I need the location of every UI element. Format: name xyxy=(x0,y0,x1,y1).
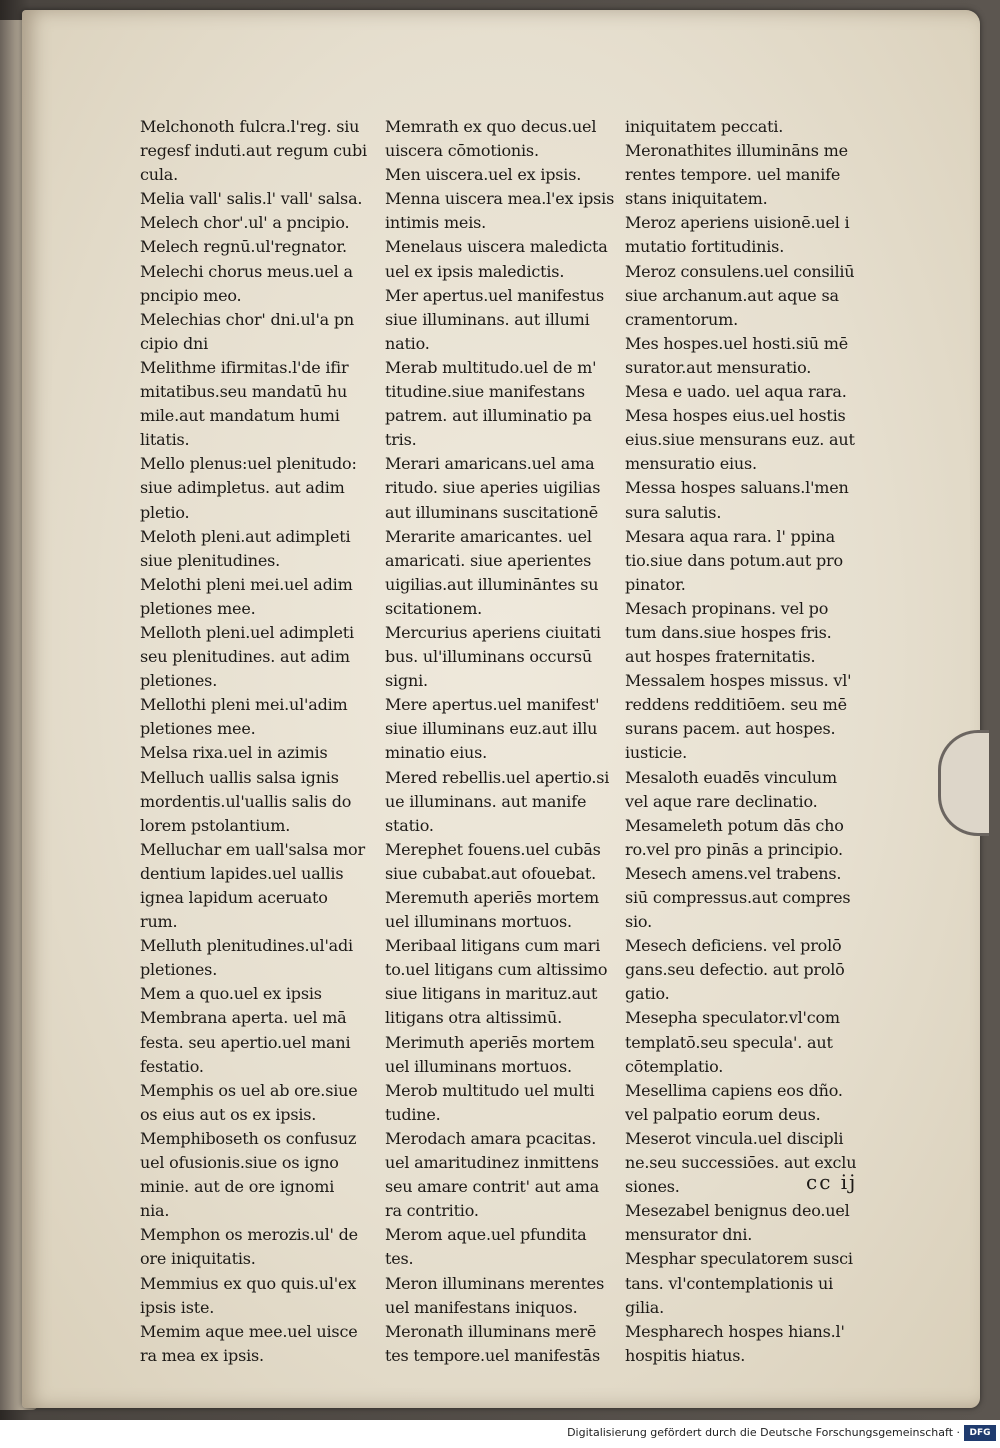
text-line: reddens redditiōem. seu mē xyxy=(625,695,847,715)
text-line: signi. xyxy=(385,671,428,691)
text-line: Mer apertus.uel manifestus xyxy=(385,285,604,305)
text-line: aut hospes fraternitatis. xyxy=(625,647,816,667)
text-line: Melsa rixa.uel in azimis xyxy=(140,743,328,763)
text-line: gans.seu defectio. aut prolō xyxy=(625,960,845,980)
text-line: hospitis hiatus. xyxy=(625,1345,746,1365)
text-line: sura salutis. xyxy=(625,502,722,522)
text-line: ra contritio. xyxy=(385,1201,479,1221)
text-line: Mercurius aperiens ciuitati xyxy=(385,622,601,642)
text-line: Mem a quo.uel ex ipsis xyxy=(140,984,322,1004)
text-line: natio. xyxy=(385,333,430,353)
text-line: Memrath ex quo decus.uel xyxy=(385,117,597,136)
text-line: Menna uiscera mea.l'ex ipsis xyxy=(385,189,615,209)
text-line: surator.aut mensuratio. xyxy=(625,357,812,377)
text-line: mile.aut mandatum humi xyxy=(140,406,340,426)
text-line: Melluth plenitudines.ul'adi xyxy=(140,936,353,956)
text-line: siue adimpletus. aut adim xyxy=(140,478,345,498)
text-line: Mesaloth euadēs vinculum xyxy=(625,767,838,787)
text-column-middle xyxy=(385,115,625,1368)
text-line: Merari amaricans.uel ama xyxy=(385,454,595,474)
text-line: intimis meis. xyxy=(385,213,487,233)
text-line: Merodach amara pcacitas. xyxy=(385,1128,597,1148)
text-line: Memmius ex quo quis.ul'ex xyxy=(140,1273,357,1293)
text-line: Mesphar speculatorem susci xyxy=(625,1249,853,1269)
text-line: Mellothi pleni mei.ul'adim xyxy=(140,695,348,715)
text-line: Melechias chor' dni.ul'a pn xyxy=(140,309,355,329)
text-line: Melia vall' salis.l' vall' salsa. xyxy=(140,189,363,209)
text-line: Memim aque mee.uel uisce xyxy=(140,1321,358,1341)
text-line: Memphis os uel ab ore.siue xyxy=(140,1080,358,1100)
text-line: Melech regnū.ul'regnator. xyxy=(140,237,347,257)
text-line: pletiones. xyxy=(140,671,218,691)
text-line: titudine.siue manifestans xyxy=(385,382,585,402)
text-line: tris. xyxy=(385,430,417,450)
text-line: Men uiscera.uel ex ipsis. xyxy=(385,165,582,185)
digitization-footer xyxy=(0,1420,1000,1448)
text-line: siue illuminans euz.aut illu xyxy=(385,719,598,739)
text-line: surans pacem. aut hospes. xyxy=(625,719,836,739)
text-line: Meronathites illumināns me xyxy=(625,141,848,161)
text-line: scitationem. xyxy=(385,598,483,618)
text-line: tio.siue dans potum.aut pro xyxy=(625,550,843,570)
text-line: templatō.seu specula'. aut xyxy=(625,1032,833,1052)
text-line: Menelaus uiscera maledicta xyxy=(385,237,608,257)
text-line: Merom aque.uel pfundita xyxy=(385,1225,587,1245)
text-line: Mello plenus:uel plenitudo: xyxy=(140,454,357,474)
text-line: uel illuminans mortuos. xyxy=(385,912,572,932)
text-line: mitatibus.seu mandatū hu xyxy=(140,382,348,402)
text-line: uel ofusionis.siue os igno xyxy=(140,1153,339,1173)
text-line: Melechi chorus meus.uel a xyxy=(140,261,353,281)
text-line: aut illuminans suscitationē xyxy=(385,502,599,522)
text-line: Meloth pleni.aut adimpleti xyxy=(140,526,351,546)
text-line: Melothi pleni mei.uel adim xyxy=(140,574,353,594)
text-line: vel aque rare declinatio. xyxy=(625,791,818,811)
text-line: pletiones. xyxy=(140,960,218,980)
text-line: Mesara aqua rara. l' ppina xyxy=(625,526,835,546)
text-line: Mespharech hospes hians.l' xyxy=(625,1321,845,1341)
text-line: siones. xyxy=(625,1177,680,1197)
text-line: lorem pstolantium. xyxy=(140,815,291,835)
text-line: pletiones mee. xyxy=(140,598,256,618)
text-line: Mesellima capiens eos dño. xyxy=(625,1080,843,1100)
text-line: Memphiboseth os confusuz xyxy=(140,1128,357,1148)
text-line: rum. xyxy=(140,912,178,932)
text-column-left xyxy=(140,115,378,1368)
footer-credit: Digitalisierung gefördert durch die Deutsche Forschungsgemeinschaft · xyxy=(567,1426,960,1439)
text-line: ignea lapidum aceruato xyxy=(140,888,328,907)
text-line: uigilias.aut illumināntes su xyxy=(385,574,599,594)
text-line: uel amaritudinez inmittens xyxy=(385,1153,599,1173)
text-line: iusticie. xyxy=(625,743,688,763)
text-line: ro.vel pro pinās a principio. xyxy=(625,839,843,859)
text-line: siū compressus.aut compres xyxy=(625,888,851,907)
text-line: Memphon os merozis.ul' de xyxy=(140,1225,358,1245)
text-line: Merob multitudo uel multi xyxy=(385,1080,595,1100)
text-line: Mesepha speculator.vl'com xyxy=(625,1008,840,1028)
text-line: Mesa e uado. uel aqua rara. xyxy=(625,382,847,402)
text-line: Mere apertus.uel manifest' xyxy=(385,695,600,715)
text-line: tes. xyxy=(385,1249,414,1269)
text-line: Messa hospes saluans.l'men xyxy=(625,478,849,498)
text-line: stans iniquitatem. xyxy=(625,189,768,209)
text-line: Mesech amens.vel trabens. xyxy=(625,863,842,883)
text-line: Meron illuminans merentes xyxy=(385,1273,605,1293)
text-line: Meroz consulens.uel consiliū xyxy=(625,261,855,281)
text-line: uiscera cōmotionis. xyxy=(385,141,539,161)
text-line: siue archanum.aut aque sa xyxy=(625,285,839,305)
text-line: tes tempore.uel manifestās xyxy=(385,1345,601,1365)
text-line: festatio. xyxy=(140,1056,204,1076)
text-line: mensurator dni. xyxy=(625,1225,753,1245)
text-line: mensuratio eius. xyxy=(625,454,757,474)
text-line: Melluchar em uall'salsa mor xyxy=(140,839,365,859)
text-line: ue illuminans. aut manife xyxy=(385,791,587,811)
text-line: Meserot vincula.uel discipli xyxy=(625,1128,844,1148)
text-line: Merephet fouens.uel cubās xyxy=(385,839,601,859)
text-line: uel illuminans mortuos. xyxy=(385,1056,572,1076)
text-line: vel palpatio eorum deus. xyxy=(625,1104,821,1124)
text-line: pinator. xyxy=(625,574,686,594)
text-line: Melithme ifirmitas.l'de ifir xyxy=(140,357,349,377)
text-line: festa. seu apertio.uel mani xyxy=(140,1032,351,1052)
text-line: mordentis.ul'uallis salis do xyxy=(140,791,352,811)
text-line: nia. xyxy=(140,1201,170,1221)
text-line: Membrana aperta. uel mā xyxy=(140,1008,347,1028)
text-line: Merarite amaricantes. uel xyxy=(385,526,592,546)
text-line: Melloth pleni.uel adimpleti xyxy=(140,622,354,642)
text-line: Merab multitudo.uel de m' xyxy=(385,357,597,377)
text-line: Mesameleth potum dās cho xyxy=(625,815,844,835)
text-line: cōtemplatio. xyxy=(625,1056,724,1076)
text-line: bus. ul'illuminans occursū xyxy=(385,647,592,667)
text-line: tum dans.siue hospes fris. xyxy=(625,622,832,642)
dfg-logo: DFG xyxy=(964,1425,996,1441)
text-line: dentium lapides.uel uallis xyxy=(140,863,344,883)
text-line: Mesach propinans. vel po xyxy=(625,598,829,618)
text-line: siue litigans in marituz.aut xyxy=(385,984,598,1004)
text-line: Messalem hospes missus. vl' xyxy=(625,671,852,691)
text-line: Mesa hospes eius.uel hostis xyxy=(625,406,846,426)
text-line: ore iniquitatis. xyxy=(140,1249,256,1269)
text-line: ritudo. siue aperies uigilias xyxy=(385,478,601,498)
text-line: sio. xyxy=(625,912,652,932)
text-line: rentes tempore. uel manife xyxy=(625,165,841,185)
text-line: iniquitatem peccati. xyxy=(625,117,784,136)
text-line: siue plenitudines. xyxy=(140,550,281,570)
text-line: pncipio meo. xyxy=(140,285,242,305)
text-line: Mesech deficiens. vel prolō xyxy=(625,936,842,956)
text-line: Melech chor'.ul' a pncipio. xyxy=(140,213,350,233)
text-line: amaricati. siue aperientes xyxy=(385,550,592,570)
text-line: siue cubabat.aut ofouebat. xyxy=(385,863,596,883)
text-line: Merimuth aperiēs mortem xyxy=(385,1032,595,1052)
text-line: cula. xyxy=(140,165,179,185)
text-line: to.uel litigans cum altissimo xyxy=(385,960,608,980)
text-line: seu plenitudines. aut adim xyxy=(140,647,350,667)
text-line: statio. xyxy=(385,815,434,835)
text-line: Meremuth aperiēs mortem xyxy=(385,888,599,907)
text-line: seu amare contrit' aut ama xyxy=(385,1177,599,1197)
text-line: mutatio fortitudinis. xyxy=(625,237,785,257)
text-line: Melchonoth fulcra.l'reg. siu xyxy=(140,117,360,136)
page-clip-tab xyxy=(938,730,989,836)
text-line: pletiones mee. xyxy=(140,719,256,739)
text-line: litatis. xyxy=(140,430,190,450)
text-line: gatio. xyxy=(625,984,670,1004)
text-line: Meribaal litigans cum mari xyxy=(385,936,601,956)
text-line: minie. aut de ore ignomi xyxy=(140,1177,335,1197)
text-line: Mes hospes.uel hosti.siū mē xyxy=(625,333,849,353)
text-line: Melluch uallis salsa ignis xyxy=(140,767,339,787)
text-line: Meroz aperiens uisionē.uel i xyxy=(625,213,850,233)
text-line: litigans otra altissimū. xyxy=(385,1008,563,1028)
signature-mark: cc ij xyxy=(806,1170,858,1194)
text-line: Mered rebellis.uel apertio.si xyxy=(385,767,610,787)
text-line: os eius aut os ex ipsis. xyxy=(140,1104,317,1124)
text-line: Mesezabel benignus deo.uel xyxy=(625,1201,850,1221)
text-line: tans. vl'contemplationis ui xyxy=(625,1273,833,1293)
text-line: eius.siue mensurans euz. aut xyxy=(625,430,855,450)
text-line: pletio. xyxy=(140,502,190,522)
text-line: uel ex ipsis maledictis. xyxy=(385,261,565,281)
text-line: ipsis iste. xyxy=(140,1297,215,1317)
text-line: ra mea ex ipsis. xyxy=(140,1345,264,1365)
text-line: patrem. aut illuminatio pa xyxy=(385,406,592,426)
text-line: uel manifestans iniquos. xyxy=(385,1297,578,1317)
text-line: tudine. xyxy=(385,1104,441,1124)
text-line: regesf induti.aut regum cubi xyxy=(140,141,367,161)
text-line: gilia. xyxy=(625,1297,665,1317)
text-line: siue illuminans. aut illumi xyxy=(385,309,590,329)
text-line: cramentorum. xyxy=(625,309,738,329)
text-line: ne.seu successiōes. aut exclu xyxy=(625,1153,857,1173)
text-line: minatio eius. xyxy=(385,743,487,763)
text-line: cipio dni xyxy=(140,333,209,353)
text-line: Meronath illuminans merē xyxy=(385,1321,597,1341)
